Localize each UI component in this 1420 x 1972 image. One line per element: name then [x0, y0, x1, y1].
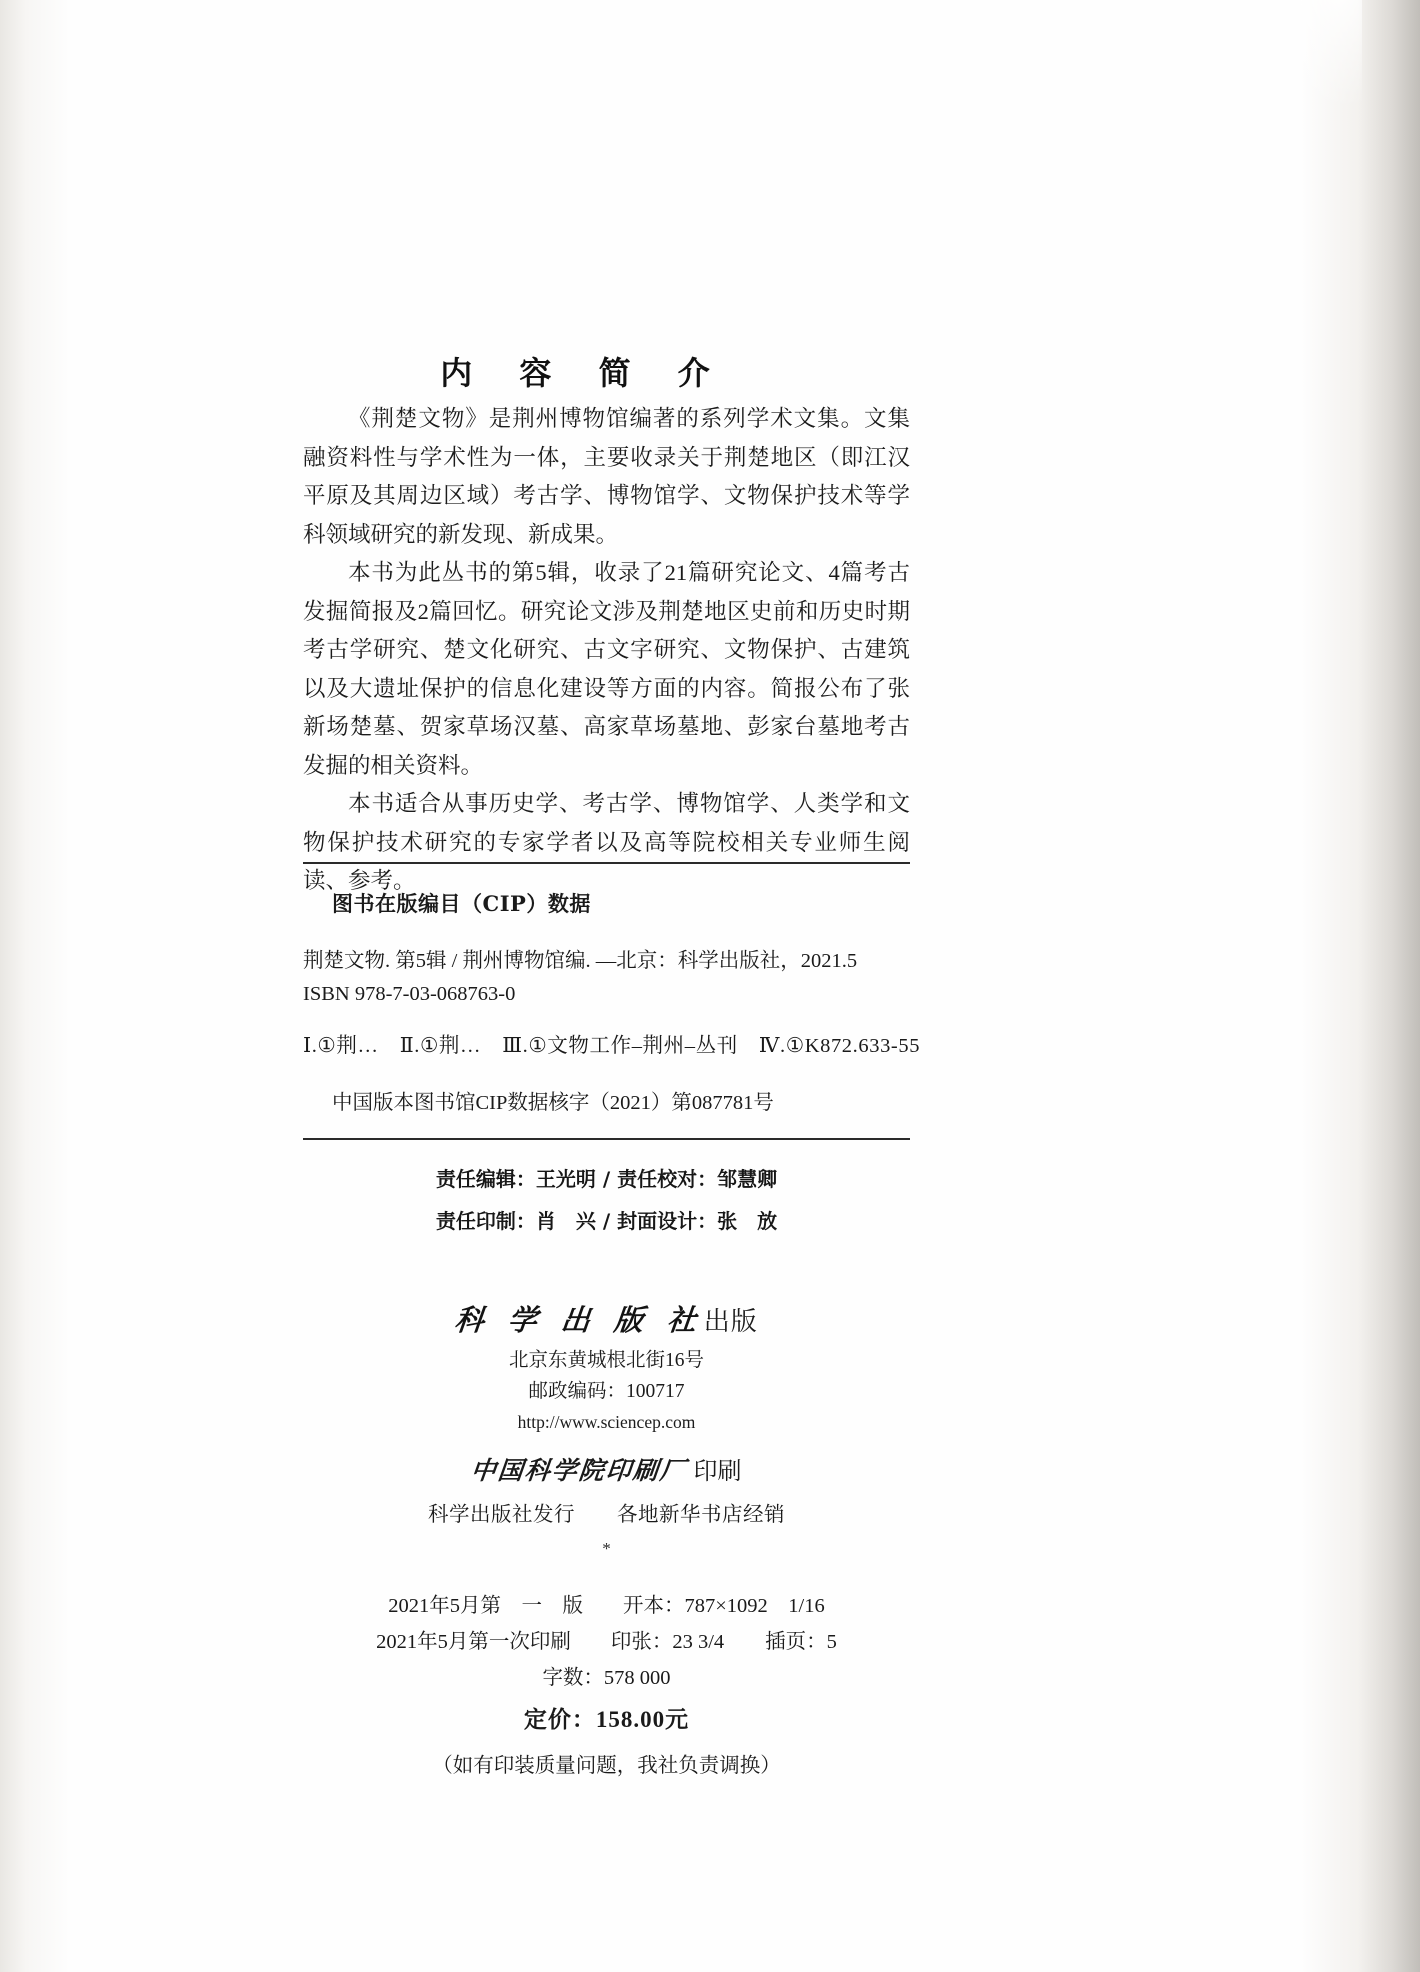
abstract-paragraph-3: 本书适合从事历史学、考古学、博物馆学、人类学和文物保护技术研究的专家学者以及高等院校相关专业师生阅读、参考。 — [303, 791, 910, 893]
imprint-block — [303, 1588, 910, 1784]
publisher-address: 北京东黄城根北街16号 — [508, 1350, 704, 1371]
cip-classification: Ⅰ.①荆… Ⅱ.①荆… Ⅲ.①文物工作–荆州–丛刊 Ⅳ.①K872.633-55 — [303, 1035, 921, 1057]
imprint-row-print — [303, 1624, 910, 1660]
distribution-line: 科学出版社发行 各地新华书店经销 — [428, 1504, 785, 1526]
format-label: 开本：787×1092 1/16 — [622, 1595, 825, 1617]
credit-line-editor: 责任编辑：王光明 / 责任校对：邹慧卿 — [435, 1167, 778, 1191]
cip-heading: 图书在版编目（CIP）数据 — [332, 891, 591, 916]
abstract-paragraph-2: 本书为此丛书的第5辑，收录了21篇研究论文、4篇考古发掘简报及2篇回忆。研究论文涉及荆楚地区史前和历史时期考古学研究、楚文化研究、古文字研究、文物保护、古建筑以及大遗址保护的信息化建设等方面的内容。简报公布了张新场楚墓、贺家草场汉墓、高家草场墓地、彭家台墓地考古发掘的相关资料。 — [303, 560, 910, 778]
abstract-paragraph-1: 《荆楚文物》是荆州博物馆编著的系列学术文集。文集融资料性与学术性为一体，主要收录关于荆楚地区（即江汉平原及其周边区域）考古学、博物馆学、文物保护技术等学科领域研究的新发现、新成果。 — [303, 406, 910, 547]
divider-top — [303, 862, 910, 864]
publisher-name-row — [303, 1298, 910, 1339]
price: 定价：158.00元 — [523, 1707, 690, 1732]
cip-reference: 荆楚文物. 第5辑 / 荆州博物馆编. —北京：科学出版社，2021.5 — [303, 950, 858, 972]
printer-row — [303, 1451, 910, 1487]
publisher-name-suffix: 出版 — [703, 1307, 758, 1336]
separator-asterisk: * — [602, 1539, 611, 1558]
sheets-label: 印张：23 3/4 插页：5 — [610, 1631, 837, 1653]
imprint-row-edition — [303, 1588, 910, 1624]
cip-isbn: ISBN 978-7-03-068763-0 — [303, 983, 516, 1005]
printer-name: 中国科学院印刷厂 — [469, 1456, 689, 1485]
publisher-postcode: 邮政编码：100717 — [528, 1381, 685, 1402]
page-title: 内 容 简 介 — [440, 354, 728, 392]
printer-suffix: 印刷 — [693, 1459, 742, 1485]
edition-date: 2021年5月第 一 版 — [388, 1595, 583, 1617]
imprint-row-wordcount — [303, 1660, 910, 1696]
publisher-name: 科 学 出 版 社 — [453, 1303, 706, 1337]
cip-number: 中国版本图书馆CIP数据核字（2021）第087781号 — [332, 1092, 774, 1114]
credit-line-production: 责任印制：肖 兴 / 封面设计：张 放 — [435, 1209, 778, 1233]
staff-credits — [303, 1158, 910, 1242]
publisher-block — [303, 1298, 910, 1559]
word-count: 字数：578 000 — [542, 1667, 671, 1689]
abstract-block — [303, 400, 910, 901]
divider-bottom — [303, 1138, 910, 1140]
quality-note: （如有印装质量问题，我社负责调换） — [432, 1755, 781, 1777]
print-date: 2021年5月第一次印刷 — [376, 1631, 571, 1653]
publisher-url[interactable]: http://www.sciencep.com — [517, 1412, 696, 1432]
